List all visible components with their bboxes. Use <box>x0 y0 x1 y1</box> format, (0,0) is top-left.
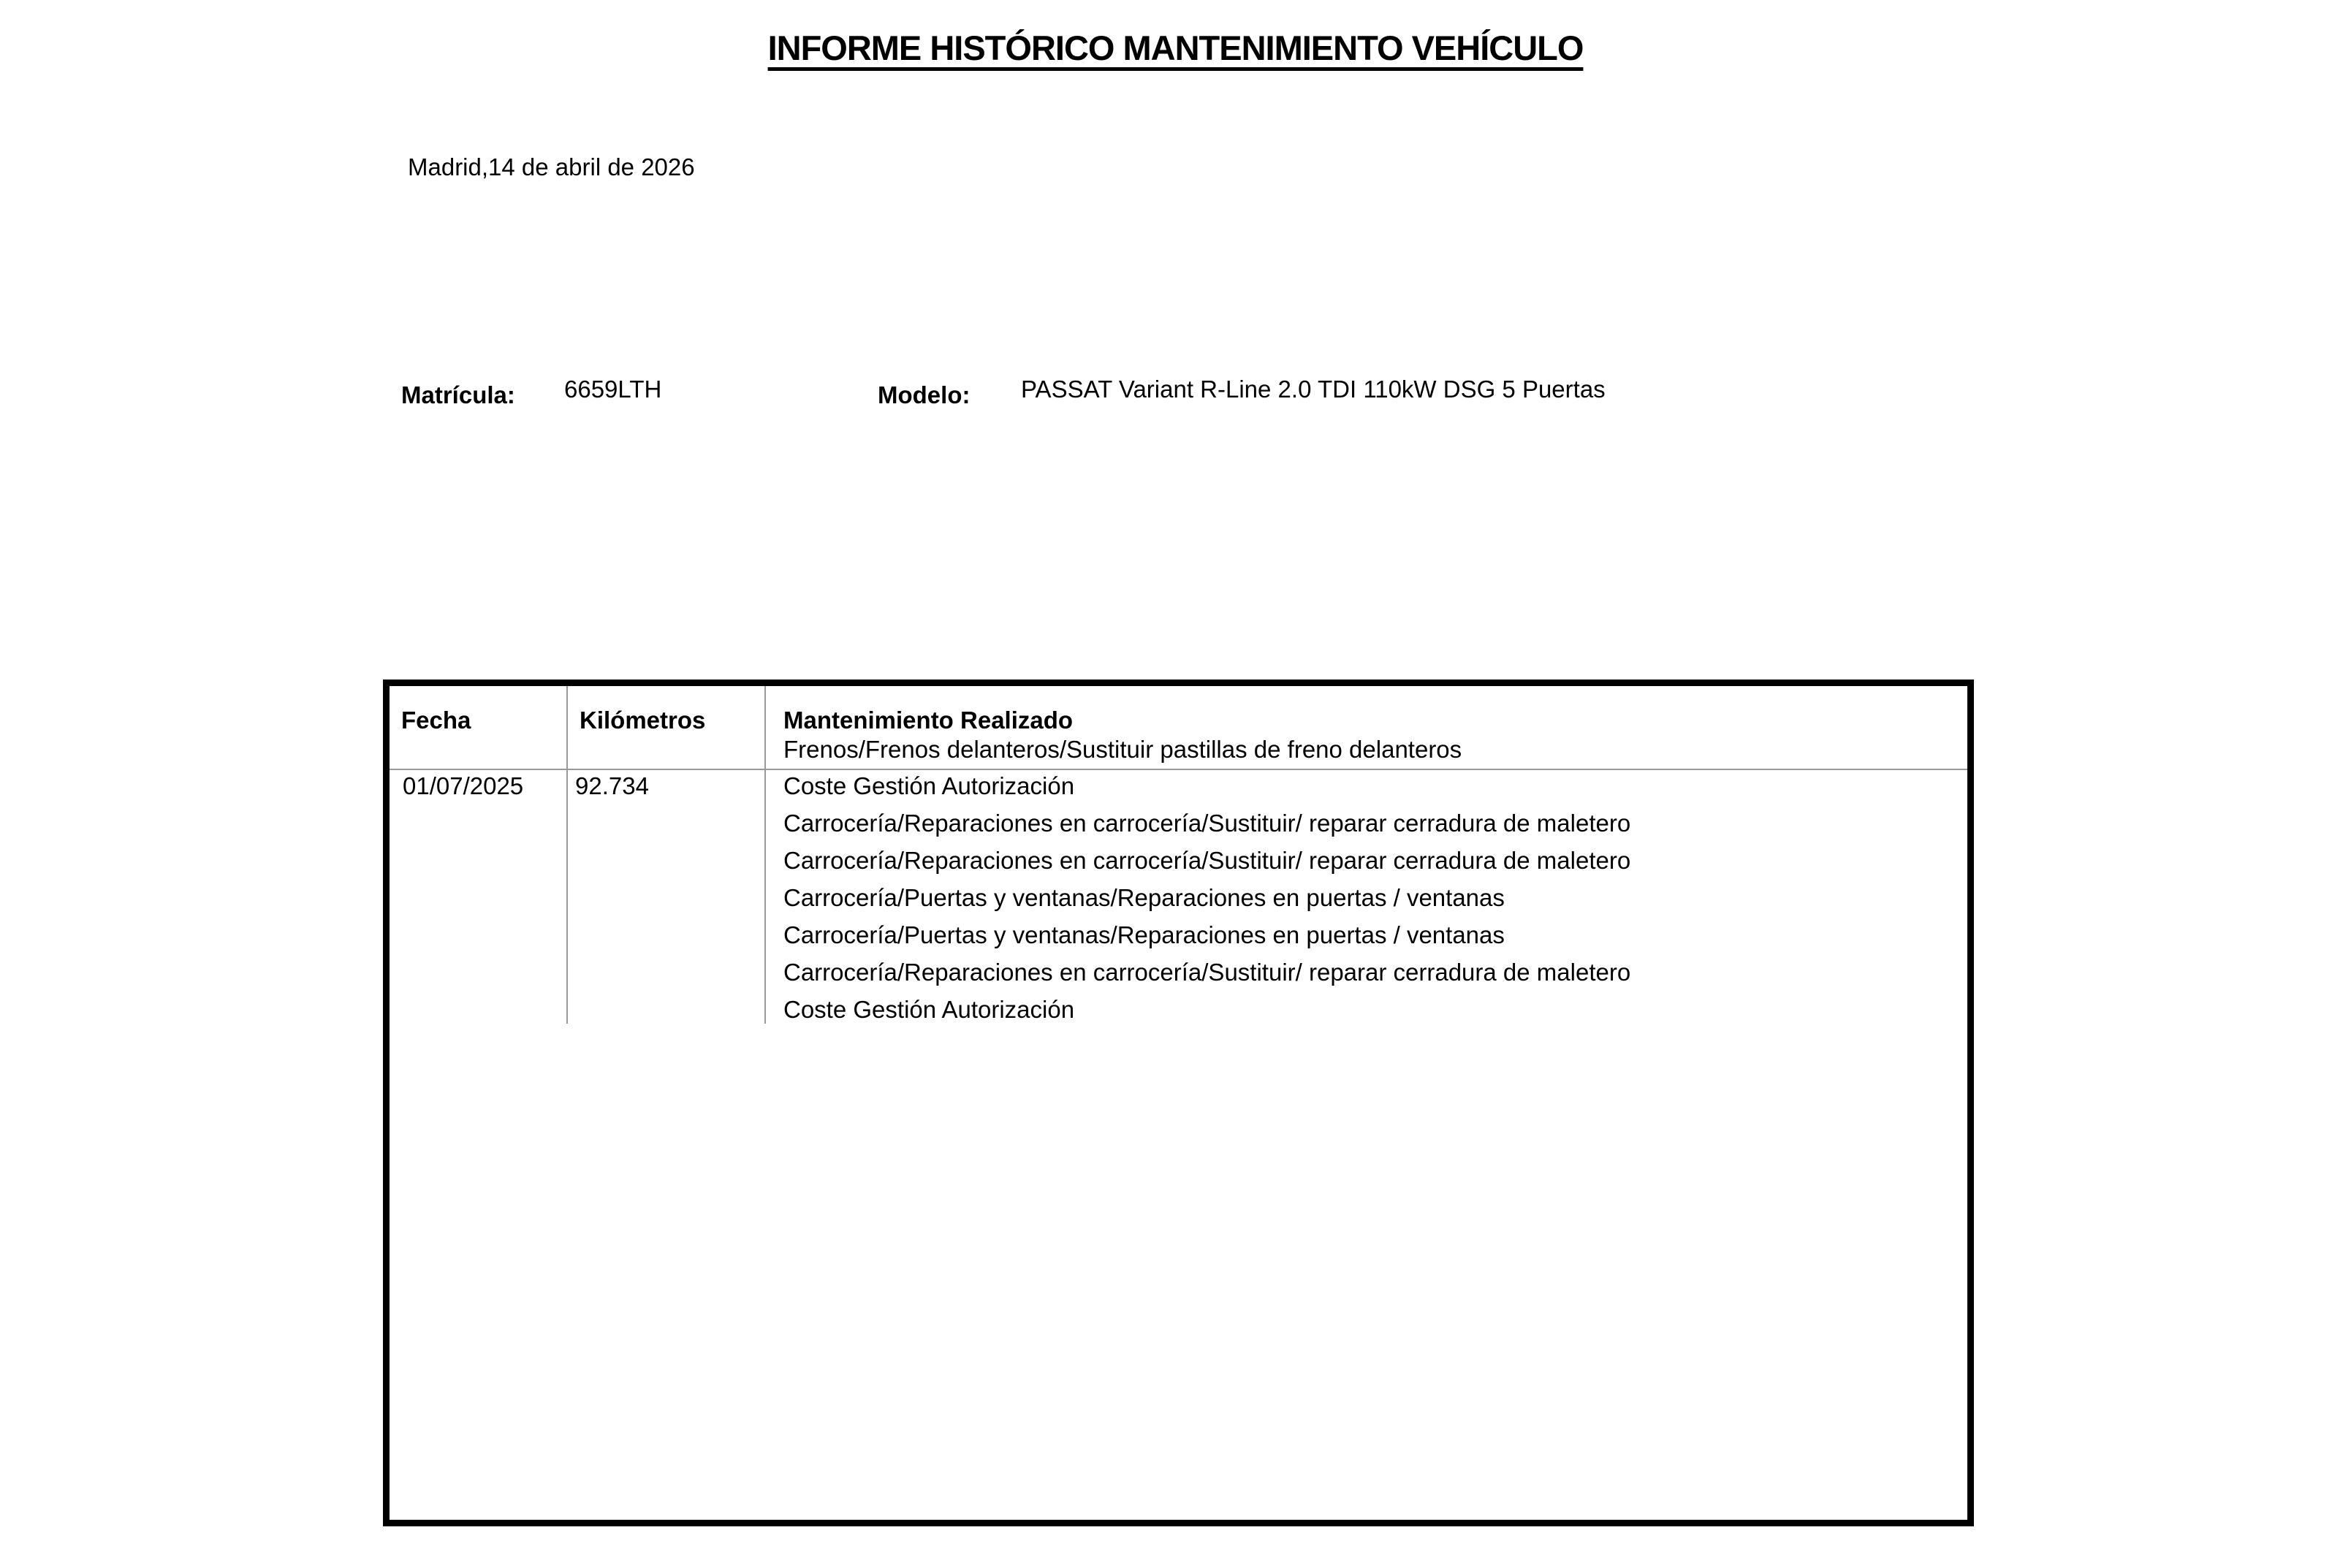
plate-label: Matrícula: <box>401 381 515 408</box>
header-subline-frenos: Frenos/Frenos delanteros/Sustituir pastillas de freno delanteros <box>783 736 1462 763</box>
column-divider-fecha-kilometros <box>566 686 568 1024</box>
maintenance-line: Carrocería/Reparaciones en carrocería/Sustituir/ reparar cerradura de maletero <box>783 847 1631 874</box>
column-divider-kilometros-mantenimiento <box>764 686 766 1024</box>
maintenance-line: Coste Gestión Autorización <box>783 996 1075 1023</box>
model-label: Modelo: <box>878 381 971 408</box>
model-value: PASSAT Variant R-Line 2.0 TDI 110kW DSG 5 Puertas <box>1021 376 1606 403</box>
plate-value: 6659LTH <box>564 376 662 403</box>
row-km-cell: 92.734 <box>575 772 649 799</box>
maintenance-line: Coste Gestión Autorización <box>783 772 1075 799</box>
page-title: INFORME HISTÓRICO MANTENIMIENTO VEHÍCULO <box>767 28 1584 67</box>
row-date-cell: 01/07/2025 <box>403 772 524 799</box>
maintenance-line: Carrocería/Puertas y ventanas/Reparaciones en puertas / ventanas <box>783 921 1505 948</box>
column-header-mantenimiento: Mantenimiento Realizado <box>783 707 1074 734</box>
maintenance-history-table <box>383 680 1974 1526</box>
date-line: Madrid,14 de abril de 2026 <box>408 153 695 180</box>
column-header-kilometros: Kilómetros <box>580 707 706 734</box>
maintenance-line: Carrocería/Reparaciones en carrocería/Sustituir/ reparar cerradura de maletero <box>783 959 1631 986</box>
column-header-fecha: Fecha <box>401 707 471 734</box>
maintenance-line: Carrocería/Puertas y ventanas/Reparaciones en puertas / ventanas <box>783 884 1505 911</box>
row-maintenance-cell <box>783 767 1630 1028</box>
maintenance-line: Carrocería/Reparaciones en carrocería/Sustituir/ reparar cerradura de maletero <box>783 810 1631 837</box>
